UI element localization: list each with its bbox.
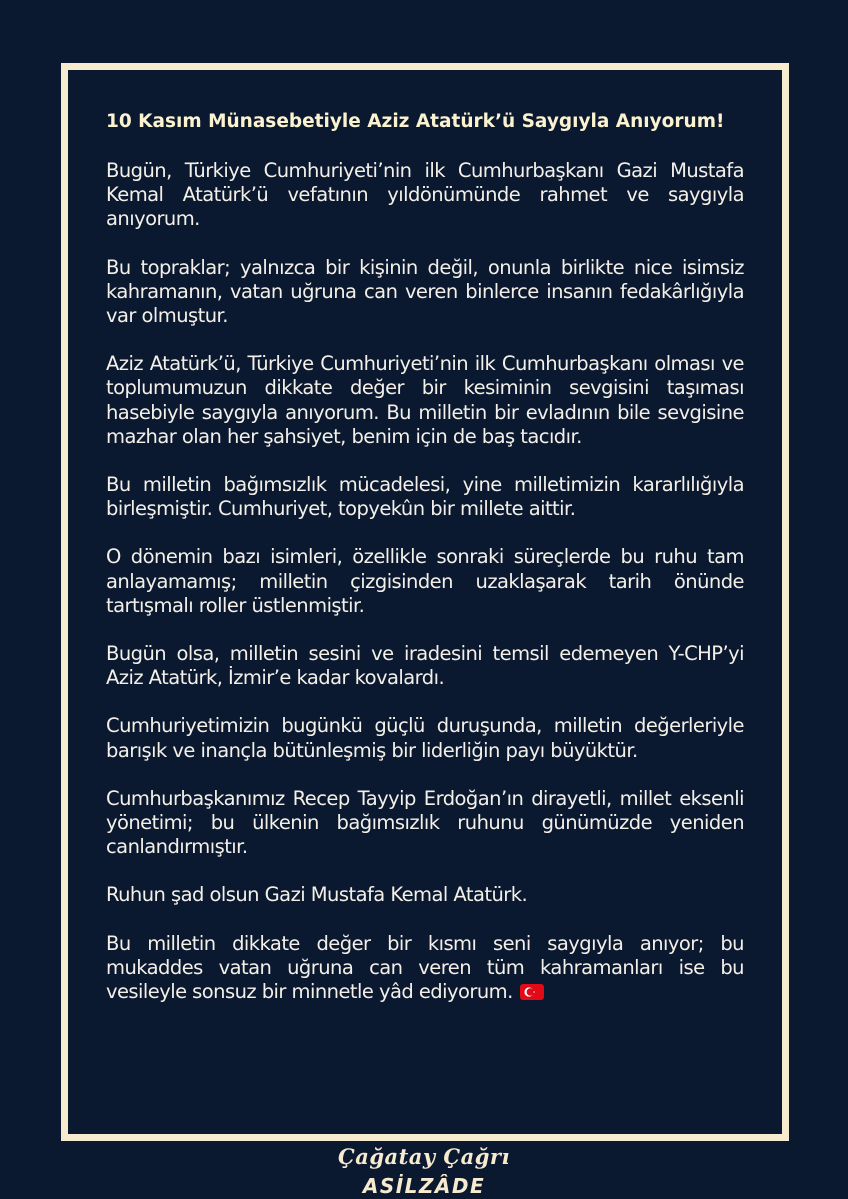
paragraph-2: Bu topraklar; yalnızca bir kişinin değil, onunla birlikte nice isimsiz kahramanın, vatan uğruna can veren binlerce insanın fedakârlığıyla var olmuştur. xyxy=(106,255,744,328)
signature-name: Çağatay Çağrı xyxy=(338,1144,510,1169)
paragraph-7: Cumhuriyetimizin bugünkü güçlü duruşunda, milletin değerleriyle barışık ve inançla bütünleşmiş bir liderliğin payı büyüktür. xyxy=(106,714,744,762)
paragraph-4: Bu milletin bağımsızlık mücadelesi, yine milletimizin kararlılığıyla birleşmiştir. Cumhuriyet, topyekûn bir millete aittir. xyxy=(106,473,744,521)
paragraph-10 xyxy=(106,932,744,1005)
document-title: 10 Kasım Münasebetiyle Aziz Atatürk’ü Saygıyla Anıyorum! xyxy=(106,111,725,132)
signature-brand: ASİLZÂDE xyxy=(362,1174,486,1198)
paragraph-8: Cumhurbaşkanımız Recep Tayyip Erdoğan’ın dirayetli, millet eksenli yönetimi; bu ülkenin bağımsızlık ruhunu günümüzde yeniden canlandırmıştır. xyxy=(106,786,744,859)
paragraph-6: Bugün olsa, milletin sesini ve iradesini temsil edemeyen Y-CHP’yi Aziz Atatürk, İzmir’e kadar kovalardı. xyxy=(106,642,744,690)
paragraph-1: Bugün, Türkiye Cumhuriyeti’nin ilk Cumhurbaşkanı Gazi Mustafa Kemal Atatürk’ü vefatının yıldönümünde rahmet ve saygıyla anıyorum. xyxy=(106,159,744,231)
paragraph-9: Ruhun şad olsun Gazi Mustafa Kemal Atatürk. xyxy=(106,883,528,907)
document-content xyxy=(106,110,744,1028)
paragraph-3: Aziz Atatürk’ü, Türkiye Cumhuriyeti’nin ilk Cumhurbaşkanı olması ve toplumumuzun dikkate değer bir kesiminin sevgisini taşıması hasebiyle saygıyla anıyorum. Bu milletin bir evladının bile sevgisine mazhar olan her şahsiyet, benim için de baş tacıdır. xyxy=(106,352,744,448)
turkish-flag-icon xyxy=(520,984,544,1000)
paragraph-5: O dönemin bazı isimleri, özellikle sonraki süreçlerde bu ruhu tam anlayamamış; milletin çizgisinden uzaklaşarak tarih önünde tartışmalı roller üstlenmiştir. xyxy=(106,545,744,617)
document-frame xyxy=(61,63,789,1141)
paragraph-10-text: Bu milletin dikkate değer bir kısmı seni saygıyla anıyor; bu mukaddes vatan uğruna can veren tüm kahramanları ise bu vesileyle sonsuz bir minnetle yâd ediyorum. xyxy=(106,931,744,1004)
